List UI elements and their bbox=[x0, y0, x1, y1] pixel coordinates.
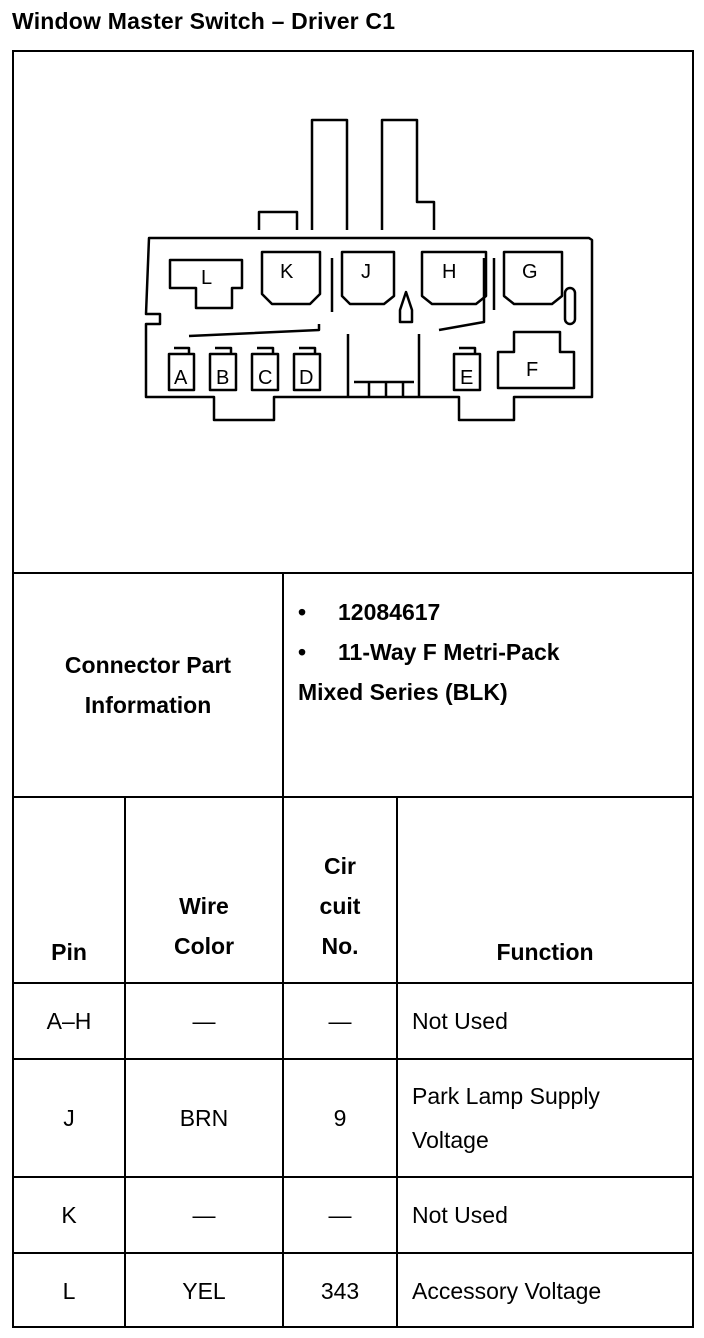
pin-cavity-a bbox=[169, 348, 194, 390]
header-circuit-no bbox=[284, 798, 396, 982]
cell-wire-color: — bbox=[192, 1007, 216, 1034]
upper-rail-left bbox=[189, 324, 319, 336]
cell-circuit-no: — bbox=[328, 1007, 352, 1034]
function-line1: Park Lamp Supply bbox=[412, 1083, 600, 1109]
header-function: Function bbox=[496, 939, 594, 965]
pin-label-b: B bbox=[216, 367, 230, 389]
part-description-line2: Mixed Series (BLK) bbox=[298, 679, 508, 705]
top-ridge-left bbox=[259, 212, 297, 230]
cell-circuit-no: 343 bbox=[320, 1277, 360, 1304]
cell-pin: A–H bbox=[46, 1007, 92, 1034]
pin-cavity-d bbox=[294, 348, 320, 390]
locking-tab-right bbox=[382, 120, 434, 230]
cell-circuit-no: 9 bbox=[333, 1104, 347, 1131]
pin-label-k: K bbox=[280, 261, 294, 283]
part-info-label bbox=[14, 574, 282, 796]
part-number: 12084617 bbox=[338, 599, 441, 625]
header-wire-color bbox=[126, 798, 282, 982]
bullet-icon: • bbox=[298, 639, 307, 665]
pin-cavity-k bbox=[262, 252, 320, 304]
divider-post bbox=[400, 292, 412, 322]
list-item bbox=[298, 632, 688, 672]
page-title: Window Master Switch – Driver C1 bbox=[12, 8, 396, 34]
cell-function bbox=[412, 1060, 692, 1176]
header-circuit-line3: No. bbox=[321, 933, 359, 959]
cell-function: Accessory Voltage bbox=[412, 1277, 602, 1304]
header-wire-line2: Color bbox=[173, 933, 235, 959]
header-circuit-line2: cuit bbox=[319, 893, 361, 919]
bullet-icon: • bbox=[298, 599, 307, 625]
pin-cavity-f bbox=[498, 332, 574, 388]
pin-label-f: F bbox=[526, 359, 539, 381]
latch-slot bbox=[565, 288, 575, 324]
cell-pin: J bbox=[63, 1104, 75, 1131]
header-wire-line1: Wire bbox=[179, 893, 229, 919]
connector-face-diagram bbox=[14, 52, 692, 572]
cell-function: Not Used bbox=[412, 1007, 508, 1034]
locking-tab-left bbox=[312, 120, 347, 230]
pin-label-l: L bbox=[201, 267, 213, 289]
pin-label-e: E bbox=[460, 367, 474, 389]
pin-label-d: D bbox=[299, 367, 314, 389]
pin-cavity-h bbox=[422, 252, 486, 304]
cell-wire-color: BRN bbox=[179, 1104, 229, 1131]
pin-label-c: C bbox=[258, 367, 273, 389]
cell-pin: L bbox=[62, 1277, 76, 1304]
pin-cavity-j bbox=[342, 252, 394, 304]
cell-circuit-no: — bbox=[328, 1201, 352, 1228]
center-channel bbox=[348, 334, 419, 397]
header-circuit-line1: Cir bbox=[324, 853, 356, 879]
pin-cavity-e bbox=[454, 348, 480, 390]
list-item bbox=[298, 592, 688, 632]
pin-cavity-c bbox=[252, 348, 278, 390]
cell-pin: K bbox=[61, 1201, 77, 1228]
cell-function: Not Used bbox=[412, 1201, 508, 1228]
header-pin: Pin bbox=[51, 939, 87, 965]
pin-cavity-l bbox=[170, 260, 242, 308]
pin-label-g: G bbox=[522, 261, 538, 283]
part-info-label-line2: Information bbox=[84, 692, 212, 718]
cell-wire-color: — bbox=[192, 1201, 216, 1228]
part-info-values bbox=[298, 592, 688, 712]
part-info-label-line1: Connector Part bbox=[64, 652, 232, 678]
function-line2: Voltage bbox=[412, 1127, 489, 1153]
pin-label-a: A bbox=[174, 367, 188, 389]
cell-wire-color: YEL bbox=[182, 1277, 226, 1304]
connector-table bbox=[12, 50, 694, 1328]
part-description-line1: 11-Way F Metri-Pack bbox=[338, 639, 560, 665]
pin-cavity-g bbox=[504, 252, 562, 304]
pin-cavity-b bbox=[210, 348, 236, 390]
pin-label-j: J bbox=[361, 261, 371, 283]
pin-label-h: H bbox=[442, 261, 457, 283]
